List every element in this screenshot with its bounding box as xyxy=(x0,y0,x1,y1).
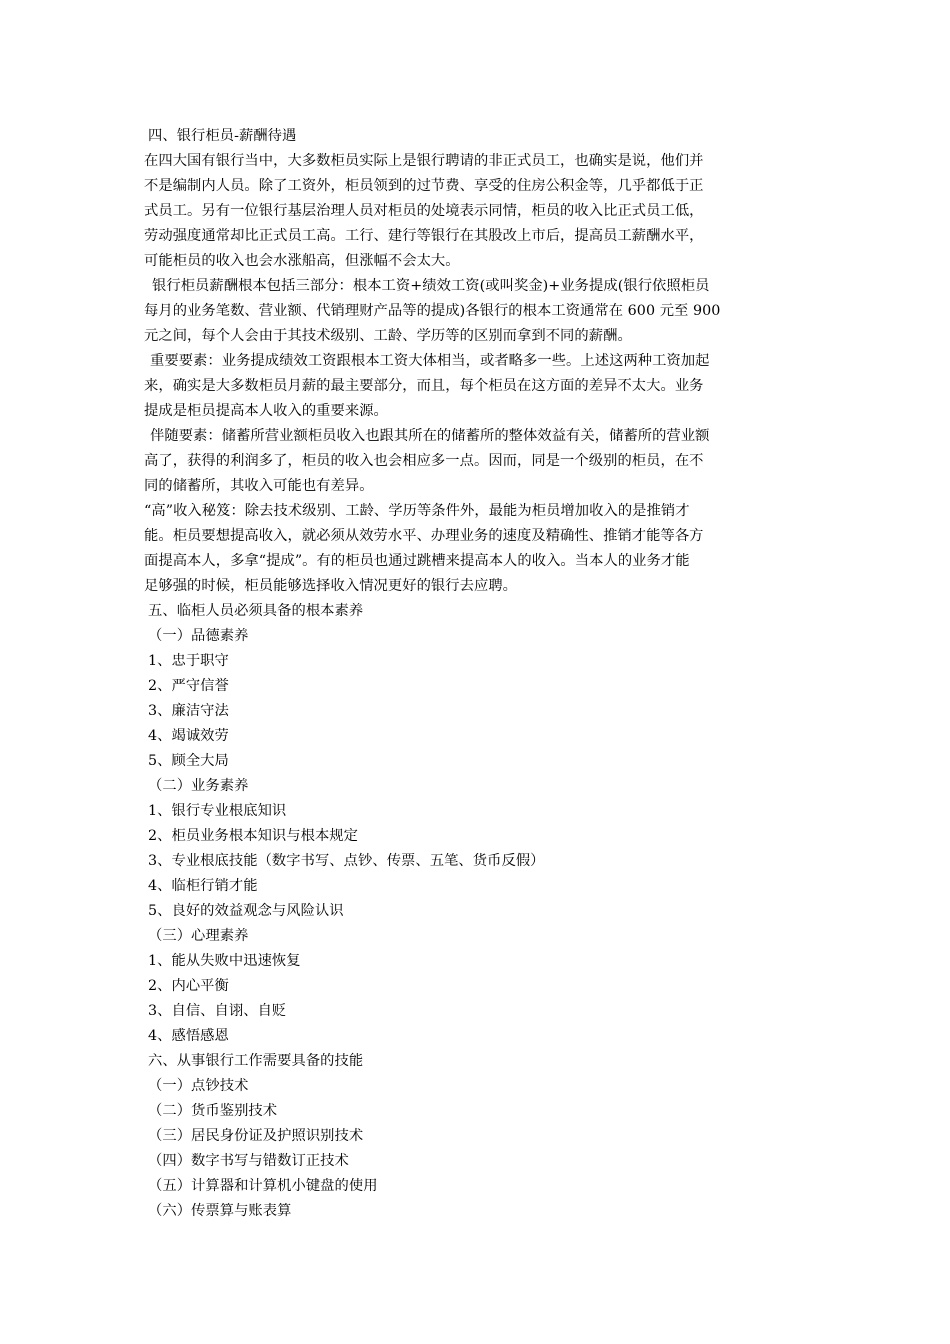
list-item: 3、自信、自诩、自贬 xyxy=(148,1003,287,1019)
paragraph-line: 提成是柜员提高本人收入的重要来源。 xyxy=(144,403,388,419)
subsection-heading: （五）计算器和计算机小键盘的使用 xyxy=(148,1178,378,1194)
paragraph-line: 式员工。另有一位银行基层治理人员对柜员的处境表示同情，柜员的收入比正式员工低， xyxy=(144,203,704,219)
paragraph-line: 不是编制内人员。除了工资外，柜员领到的过节费、享受的住房公积金等，几乎都低于正 xyxy=(144,178,704,194)
paragraph-line: 重要要素：业务提成绩效工资跟根本工资大体相当，或者略多一些。上述这两种工资加起 xyxy=(150,353,710,369)
paragraph-line: 足够强的时候，柜员能够选择收入情况更好的银行去应聘。 xyxy=(144,578,518,594)
paragraph-line: 伴随要素：储蓄所营业额柜员收入也跟其所在的储蓄所的整体效益有关，储蓄所的营业额 xyxy=(150,428,710,444)
subsection-heading: （三）心理素养 xyxy=(148,928,249,944)
list-item: 2、柜员业务根本知识与根本规定 xyxy=(148,828,359,844)
subsection-heading: （四）数字书写与错数订正技术 xyxy=(148,1153,349,1169)
list-item: 4、竭诚效劳 xyxy=(148,728,229,744)
paragraph-line: 同的储蓄所，其收入可能也有差异。 xyxy=(144,478,374,494)
list-item: 2、严守信誉 xyxy=(148,678,229,694)
subsection-heading: （一）品德素养 xyxy=(148,628,249,644)
list-item: 4、感悟感恩 xyxy=(148,1028,229,1044)
paragraph-line: 元之间，每个人会由于其技术级别、工龄、学历等的区别而拿到不同的薪酬。 xyxy=(144,328,632,344)
paragraph-line: 在四大国有银行当中，大多数柜员实际上是银行聘请的非正式员工，也确实是说，他们并 xyxy=(144,153,704,169)
paragraph-line: 能。柜员要想提高收入，就必须从效劳水平、办理业务的速度及精确性、推销才能等各方 xyxy=(144,528,704,544)
paragraph-line: 高了，获得的利润多了，柜员的收入也会相应多一点。因而，同是一个级别的柜员，在不 xyxy=(144,453,704,469)
paragraph-line: 每月的业务笔数、营业额、代销理财产品等的提成)各银行的根本工资通常在 600 元至 900 xyxy=(144,303,721,319)
section-heading: 六、从事银行工作需要具备的技能 xyxy=(148,1053,364,1069)
list-item: 1、银行专业根底知识 xyxy=(148,803,287,819)
list-item: 3、廉洁守法 xyxy=(148,703,229,719)
section-heading: 五、临柜人员必须具备的根本素养 xyxy=(148,603,364,619)
list-item: 1、能从失败中迅速恢复 xyxy=(148,953,301,969)
section-heading: 四、银行柜员-薪酬待遇 xyxy=(148,128,297,144)
paragraph-line: 可能柜员的收入也会水涨船高，但涨幅不会太大。 xyxy=(144,253,460,269)
paragraph-line: 来，确实是大多数柜员月薪的最主要部分，而且，每个柜员在这方面的差异不太大。业务 xyxy=(144,378,704,394)
list-item: 4、临柜行销才能 xyxy=(148,878,258,894)
list-item: 5、顾全大局 xyxy=(148,753,229,769)
list-item: 5、良好的效益观念与风险认识 xyxy=(148,903,344,919)
paragraph-line: 劳动强度通常却比正式员工高。工行、建行等银行在其股改上市后，提高员工薪酬水平， xyxy=(144,228,704,244)
list-item: 2、内心平衡 xyxy=(148,978,229,994)
subsection-heading: （六）传票算与账表算 xyxy=(148,1203,292,1219)
paragraph-line: 银行柜员薪酬根本包括三部分：根本工资+绩效工资(或叫奖金)+业务提成(银行依照柜员 xyxy=(152,278,710,294)
list-item: 1、忠于职守 xyxy=(148,653,229,669)
subsection-heading: （二）业务素养 xyxy=(148,778,249,794)
subsection-heading: （三）居民身份证及护照识别技术 xyxy=(148,1128,364,1144)
subsection-heading: （二）货币鉴别技术 xyxy=(148,1103,278,1119)
paragraph-line: 面提高本人，多拿“提成”。有的柜员也通过跳槽来提高本人的收入。当本人的业务才能 xyxy=(144,553,690,569)
document-body xyxy=(144,124,810,1224)
paragraph-line: “高”收入秘笈：除去技术级别、工龄、学历等条件外，最能为柜员增加收入的是推销才 xyxy=(144,503,690,519)
list-item: 3、专业根底技能（数字书写、点钞、传票、五笔、货币反假） xyxy=(148,853,545,869)
subsection-heading: （一）点钞技术 xyxy=(148,1078,249,1094)
